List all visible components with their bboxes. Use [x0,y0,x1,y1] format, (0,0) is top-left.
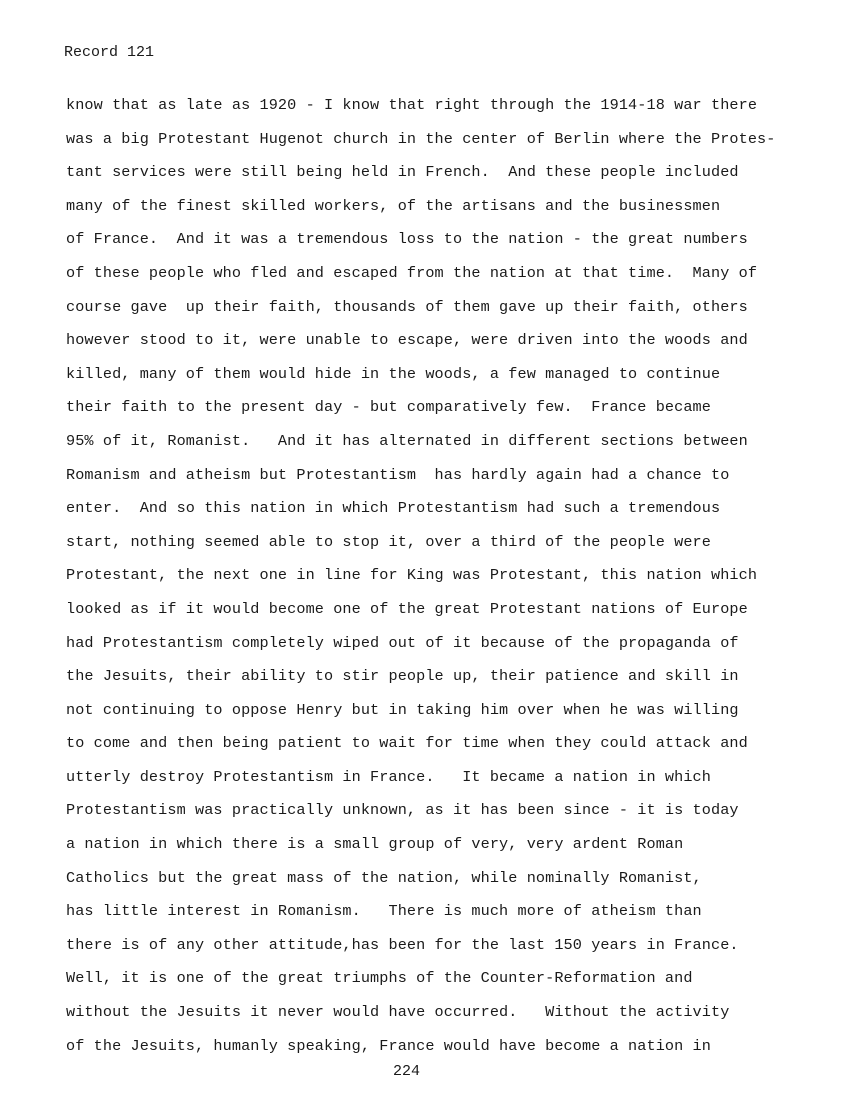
text-line: of the Jesuits, humanly speaking, France would have become a nation in [66,1036,711,1055]
text-line: Protestant, the next one in line for King was Protestant, this nation which [66,566,758,585]
text-line: looked as if it would become one of the great Protestant nations of Europe [66,599,748,618]
text-line: not continuing to oppose Henry but in taking him over when he was willing [66,700,739,719]
text-line: Catholics but the great mass of the nation, while nominally Romanist, [66,868,702,887]
text-line: to come and then being patient to wait for time when they could attack and [66,734,748,753]
text-line: utterly destroy Protestantism in France. It became a nation in which [66,767,711,786]
text-line: Protestantism was practically unknown, as it has been since - it is today [66,801,739,820]
text-line: without the Jesuits it never would have occurred. Without the activity [66,1003,730,1022]
text-line: many of the finest skilled workers, of the artisans and the businessmen [66,196,721,215]
text-line: Well, it is one of the great triumphs of the Counter-Reformation and [66,969,693,988]
record-title: Record 121 [64,44,155,61]
text-line: course gave up their faith, thousands of them gave up their faith, others [66,297,748,316]
text-line: there is of any other attitude,has been for the last 150 years in France. [66,935,739,954]
body-text [66,95,836,1069]
text-line: enter. And so this nation in which Protestantism had such a tremendous [66,499,721,518]
text-line: Romanism and atheism but Protestantism has hardly again had a chance to [66,465,730,484]
text-line: of France. And it was a tremendous loss to the nation - the great numbers [66,230,748,249]
text-line: 95% of it, Romanist. And it has alternated in different sections between [66,431,748,450]
text-line: the Jesuits, their ability to stir people up, their patience and skill in [66,667,739,686]
text-line: killed, many of them would hide in the woods, a few managed to continue [66,364,721,383]
text-line: their faith to the present day - but comparatively few. France became [66,398,711,417]
text-line: has little interest in Romanism. There is much more of atheism than [66,902,702,921]
page-number: 224 [393,1063,421,1080]
text-line: tant services were still being held in French. And these people included [66,163,739,182]
text-line: of these people who fled and escaped from the nation at that time. Many of [66,263,758,282]
text-line: a nation in which there is a small group of very, very ardent Roman [66,835,684,854]
text-line: know that as late as 1920 - I know that right through the 1914-18 war there [66,96,758,114]
text-line: had Protestantism completely wiped out of it because of the propaganda of [66,633,739,652]
text-line: however stood to it, were unable to escape, were driven into the woods and [66,331,748,350]
text-line: was a big Protestant Hugenot church in the center of Berlin where the Protes- [66,129,776,148]
text-line: start, nothing seemed able to stop it, over a third of the people were [66,532,711,551]
